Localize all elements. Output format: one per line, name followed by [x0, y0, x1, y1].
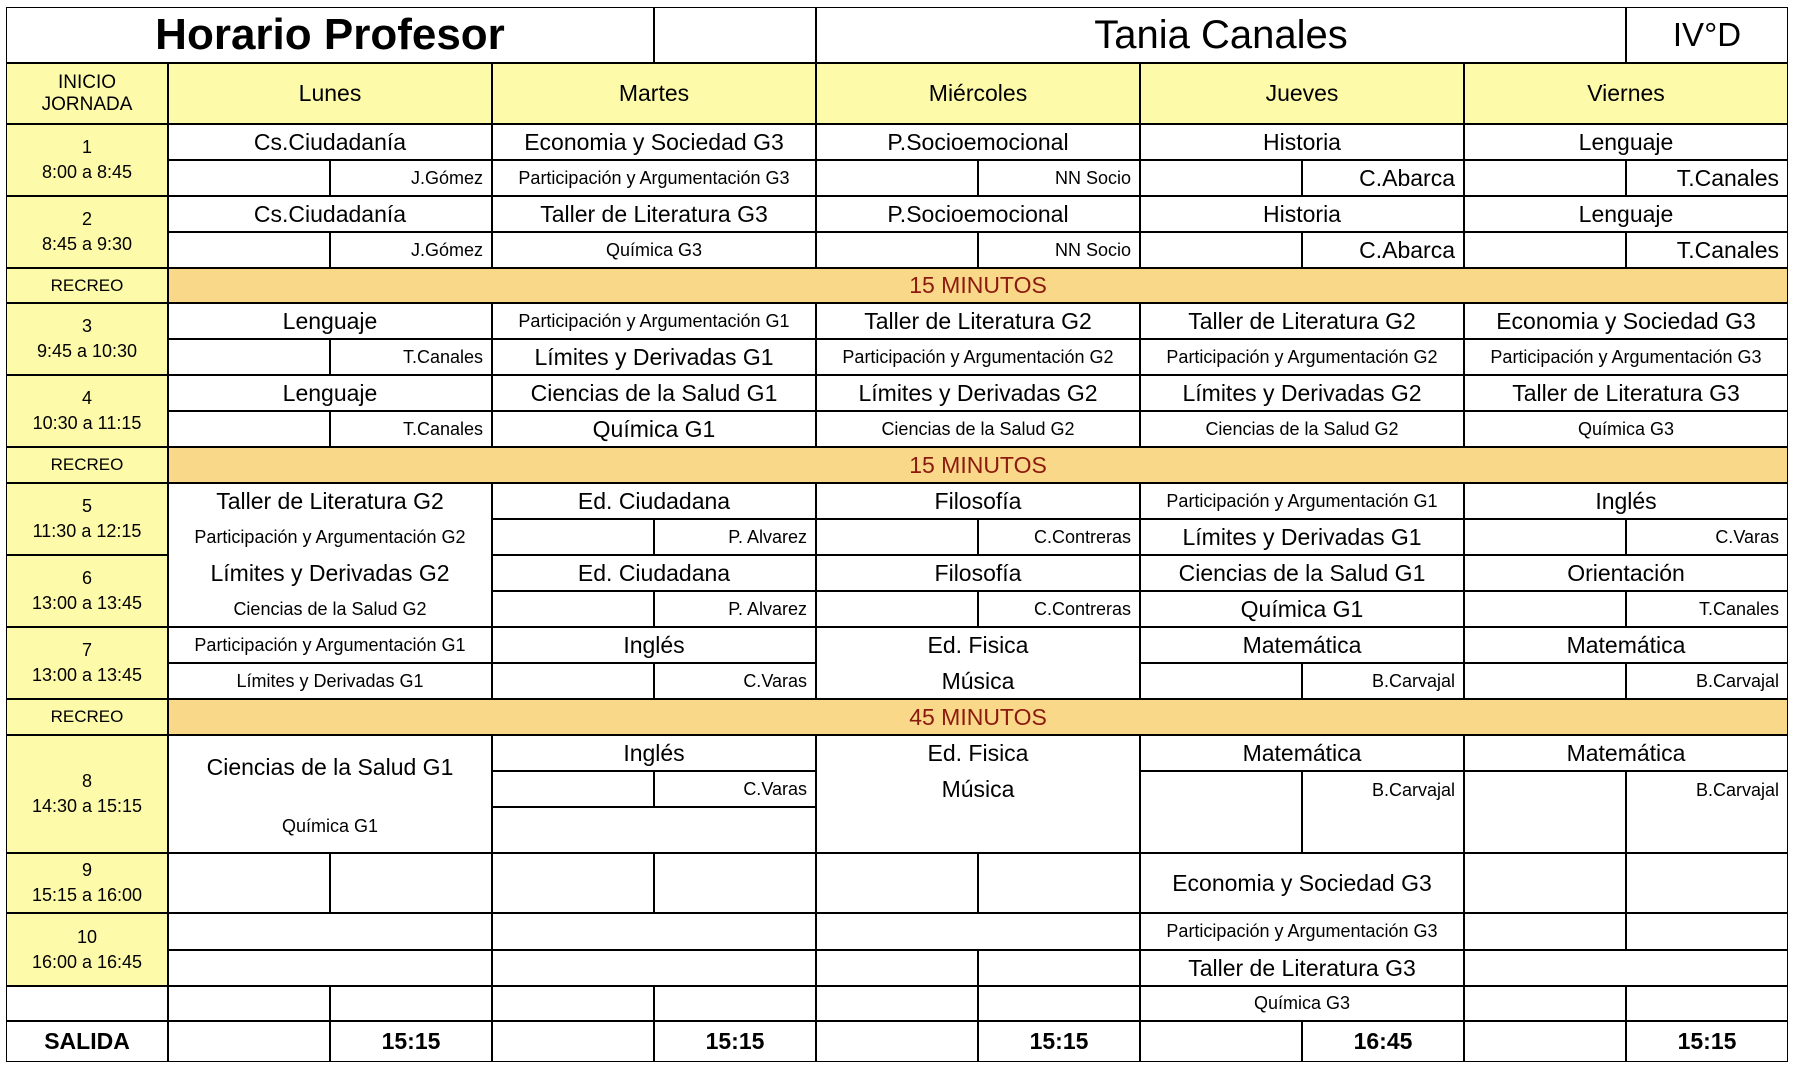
empty-cell: [1464, 160, 1626, 196]
period-2: [6, 196, 168, 268]
page-title: Horario Profesor: [6, 7, 654, 63]
teacher-cell: P. Alvarez: [654, 591, 816, 627]
teacher-cell: B.Carvajal: [1302, 771, 1464, 853]
subject-cell: Límites y Derivadas G1: [1140, 519, 1464, 555]
empty-cell: [6, 986, 168, 1021]
subject-cell: Inglés: [1464, 483, 1788, 519]
subject-cell: Ciencias de la Salud G1: [492, 375, 816, 411]
subject-cell: Economia y Sociedad G3: [492, 124, 816, 160]
subject-cell: Ed. Fisica: [927, 631, 1029, 658]
period-number: 2: [81, 209, 92, 230]
empty-cell: [1140, 771, 1302, 853]
empty-cell: [1464, 1021, 1626, 1062]
teacher-cell: P. Alvarez: [654, 519, 816, 555]
subject-cell: Matemática: [1140, 627, 1464, 663]
subject-cell: Química G3: [492, 232, 816, 268]
empty-cell: [816, 853, 978, 913]
subject-cell: Taller de Literatura G3: [1140, 950, 1464, 986]
empty-cell: [654, 986, 816, 1021]
subject-cell: Matemática: [1140, 735, 1464, 771]
recreo-label: RECREO: [6, 268, 168, 303]
empty-cell: [492, 986, 654, 1021]
empty-cell: [978, 986, 1140, 1021]
teacher-cell: T.Canales: [1626, 591, 1788, 627]
teacher-cell: J.Gómez: [330, 232, 492, 268]
subject-cell: Participación y Argumentación G3: [492, 160, 816, 196]
subject-cell: Límites y Derivadas G2: [210, 559, 450, 586]
subject-cell: Límites y Derivadas G2: [816, 375, 1140, 411]
empty-cell: [1626, 986, 1788, 1021]
empty-cell: [330, 853, 492, 913]
teacher-cell: C.Varas: [1626, 519, 1788, 555]
empty-cell: [168, 950, 492, 986]
subject-cell: Música: [941, 667, 1015, 694]
empty-cell: [168, 853, 330, 913]
empty-cell: [1140, 232, 1302, 268]
subject-cell: Participación y Argumentación G1: [168, 627, 492, 663]
subject-cell: Historia: [1140, 196, 1464, 232]
subject-cell: Química G1: [492, 411, 816, 447]
teacher-cell: T.Canales: [1626, 160, 1788, 196]
empty-cell: [816, 519, 978, 555]
teacher-cell: B.Carvajal: [1626, 663, 1788, 699]
empty-cell: [1464, 986, 1626, 1021]
empty-cell: [1464, 913, 1626, 950]
empty-cell: [168, 232, 330, 268]
period-10: [6, 913, 168, 986]
day-header-1: Lunes: [168, 63, 492, 124]
period-9: [6, 853, 168, 913]
subject-cell: Química G1: [281, 815, 379, 836]
period-number: 5: [81, 496, 92, 517]
empty-cell: [1464, 591, 1626, 627]
subject-cell: Historia: [1140, 124, 1464, 160]
teacher-cell: B.Carvajal: [1626, 771, 1788, 853]
period-number: 8: [81, 771, 92, 792]
subject-cell: Química G3: [1140, 986, 1464, 1021]
subject-cell: Ed. Ciudadana: [492, 483, 816, 519]
period-7: [6, 627, 168, 699]
subject-cell: P.Socioemocional: [816, 124, 1140, 160]
period-4: [6, 375, 168, 447]
teacher-cell: T.Canales: [1626, 232, 1788, 268]
empty-cell: [492, 1021, 654, 1062]
empty-cell: [492, 913, 816, 950]
teacher-cell: C.Abarca: [1302, 160, 1464, 196]
empty-cell: [1626, 913, 1788, 950]
empty-cell: [492, 807, 816, 853]
period-number: 3: [81, 316, 92, 337]
empty-cell: [1464, 771, 1626, 853]
teacher-cell: NN Socio: [978, 160, 1140, 196]
empty-cell: [978, 950, 1140, 986]
subject-cell: Matemática: [1464, 735, 1788, 771]
empty-cell: [168, 986, 330, 1021]
recreo-label: RECREO: [6, 699, 168, 735]
break-duration: 45 MINUTOS: [168, 699, 1788, 735]
course-label: IV°D: [1626, 7, 1788, 63]
period-time: 13:00 a 13:45: [31, 665, 143, 685]
subject-cell: Música: [941, 775, 1015, 802]
period-8: [6, 735, 168, 853]
teacher-cell: C.Abarca: [1302, 232, 1464, 268]
subject-cell: Participación y Argumentación G1: [492, 303, 816, 339]
subject-cell: Economia y Sociedad G3: [1140, 853, 1464, 913]
subject-cell: Inglés: [492, 735, 816, 771]
subject-cell: Taller de Literatura G3: [1464, 375, 1788, 411]
teacher-cell: T.Canales: [330, 339, 492, 375]
break-duration: 15 MINUTOS: [168, 447, 1788, 483]
subject-cell: Economia y Sociedad G3: [1464, 303, 1788, 339]
subject-cell: Ciencias de la Salud G1: [206, 753, 454, 780]
period-3: [6, 303, 168, 375]
empty-cell: [492, 591, 654, 627]
teacher-cell: T.Canales: [330, 411, 492, 447]
teacher-name: Tania Canales: [816, 7, 1626, 63]
subject-cell: Ciencias de la Salud G2: [233, 598, 427, 619]
subject-cell: Ed. Fisica: [927, 739, 1029, 766]
teacher-cell: C.Varas: [654, 771, 816, 807]
subject-cell: Ciencias de la Salud G1: [1140, 555, 1464, 591]
corner-label-line: INICIO: [57, 71, 117, 93]
teacher-cell: C.Contreras: [978, 591, 1140, 627]
empty-cell: [978, 853, 1140, 913]
period-number: 6: [81, 568, 92, 589]
period-time: 13:00 a 13:45: [31, 593, 143, 613]
subject-cell: Química G3: [1464, 411, 1788, 447]
empty-cell: [1626, 853, 1788, 913]
empty-cell: [168, 160, 330, 196]
empty-cell: [492, 771, 654, 807]
teacher-cell: B.Carvajal: [1302, 663, 1464, 699]
subject-cell: Límites y Derivadas G2: [1140, 375, 1464, 411]
subject-cell: Inglés: [492, 627, 816, 663]
day-header-4: Jueves: [1140, 63, 1464, 124]
subject-cell: Participación y Argumentación G3: [1140, 913, 1464, 950]
subject-cell: Lenguaje: [168, 303, 492, 339]
empty-cell: [816, 950, 978, 986]
empty-cell: [330, 986, 492, 1021]
empty-cell: [1464, 853, 1626, 913]
salida-time: 15:15: [654, 1021, 816, 1062]
period-5: [6, 483, 168, 555]
empty-cell: [1464, 950, 1788, 986]
subject-cell: Participación y Argumentación G2: [816, 339, 1140, 375]
period-1: [6, 124, 168, 196]
subject-cell: Química G1: [1140, 591, 1464, 627]
period-number: 4: [81, 388, 92, 409]
period-number: 1: [81, 137, 92, 158]
subject-cell: P.Socioemocional: [816, 196, 1140, 232]
day-header-2: Martes: [492, 63, 816, 124]
salida-time: 16:45: [1302, 1021, 1464, 1062]
subject-cell: Lenguaje: [1464, 196, 1788, 232]
empty-cell: [1464, 232, 1626, 268]
subject-cell: Límites y Derivadas G1: [168, 663, 492, 699]
subject-cell: Taller de Literatura G2: [1140, 303, 1464, 339]
corner-label-line: JORNADA: [41, 93, 133, 115]
subject-cell: Participación y Argumentación G3: [1464, 339, 1788, 375]
empty-cell: [816, 591, 978, 627]
empty-cell: [492, 519, 654, 555]
recreo-label: RECREO: [6, 447, 168, 483]
subject-cell: Filosofía: [816, 555, 1140, 591]
teacher-cell: NN Socio: [978, 232, 1140, 268]
subject-cell: Orientación: [1464, 555, 1788, 591]
subject-cell: Ciencias de la Salud G2: [816, 411, 1140, 447]
header-blank: [654, 7, 816, 63]
day-header-5: Viernes: [1464, 63, 1788, 124]
period-number: 10: [76, 926, 98, 947]
empty-cell: [492, 663, 654, 699]
empty-cell: [1140, 160, 1302, 196]
subject-cell: Participación y Argumentación G2: [194, 526, 466, 547]
empty-cell: [1464, 663, 1626, 699]
empty-cell: [492, 853, 654, 913]
empty-cell: [816, 160, 978, 196]
empty-cell: [168, 339, 330, 375]
empty-cell: [816, 232, 978, 268]
day-header-3: Miércoles: [816, 63, 1140, 124]
subject-cell: Lenguaje: [1464, 124, 1788, 160]
empty-cell: [168, 411, 330, 447]
period-time: 8:00 a 8:45: [41, 162, 133, 182]
subject-cell: Matemática: [1464, 627, 1788, 663]
salida-label: SALIDA: [6, 1021, 168, 1062]
empty-cell: [816, 913, 1140, 950]
period-time: 15:15 a 16:00: [31, 885, 143, 905]
subject-cell: Filosofía: [816, 483, 1140, 519]
empty-cell: [492, 950, 816, 986]
empty-cell: [654, 853, 816, 913]
subject-cell: Lenguaje: [168, 375, 492, 411]
subject-cell: Taller de Literatura G3: [492, 196, 816, 232]
subject-cell: Ed. Ciudadana: [492, 555, 816, 591]
salida-time: 15:15: [1626, 1021, 1788, 1062]
teacher-cell: J.Gómez: [330, 160, 492, 196]
subject-cell: Participación y Argumentación G1: [1140, 483, 1464, 519]
period-number: 9: [81, 860, 92, 881]
subject-cell: Taller de Literatura G2: [816, 303, 1140, 339]
subject-cell: Taller de Literatura G2: [216, 487, 444, 514]
teacher-cell: C.Contreras: [978, 519, 1140, 555]
subject-cell: Cs.Ciudadanía: [168, 124, 492, 160]
empty-cell: [1140, 1021, 1302, 1062]
empty-cell: [1464, 519, 1626, 555]
empty-cell: [168, 1021, 330, 1062]
period-time: 14:30 a 15:15: [31, 796, 143, 816]
period-time: 11:30 a 12:15: [32, 521, 142, 541]
break-duration: 15 MINUTOS: [168, 268, 1788, 303]
subject-cell: Cs.Ciudadanía: [168, 196, 492, 232]
subject-cell: Ciencias de la Salud G2: [1140, 411, 1464, 447]
empty-cell: [816, 1021, 978, 1062]
period-number: 7: [81, 640, 92, 661]
subject-cell: Límites y Derivadas G1: [492, 339, 816, 375]
subject-cell: Participación y Argumentación G2: [1140, 339, 1464, 375]
period-time: 8:45 a 9:30: [41, 234, 133, 254]
empty-cell: [816, 986, 978, 1021]
period-time: 10:30 a 11:15: [32, 413, 142, 433]
period-time: 9:45 a 10:30: [36, 341, 138, 361]
empty-cell: [1140, 663, 1302, 699]
inicio-jornada-label: [6, 63, 168, 124]
salida-time: 15:15: [978, 1021, 1140, 1062]
period-6: [6, 555, 168, 627]
empty-cell: [168, 913, 492, 950]
teacher-cell: C.Varas: [654, 663, 816, 699]
period-time: 16:00 a 16:45: [31, 951, 143, 972]
salida-time: 15:15: [330, 1021, 492, 1062]
